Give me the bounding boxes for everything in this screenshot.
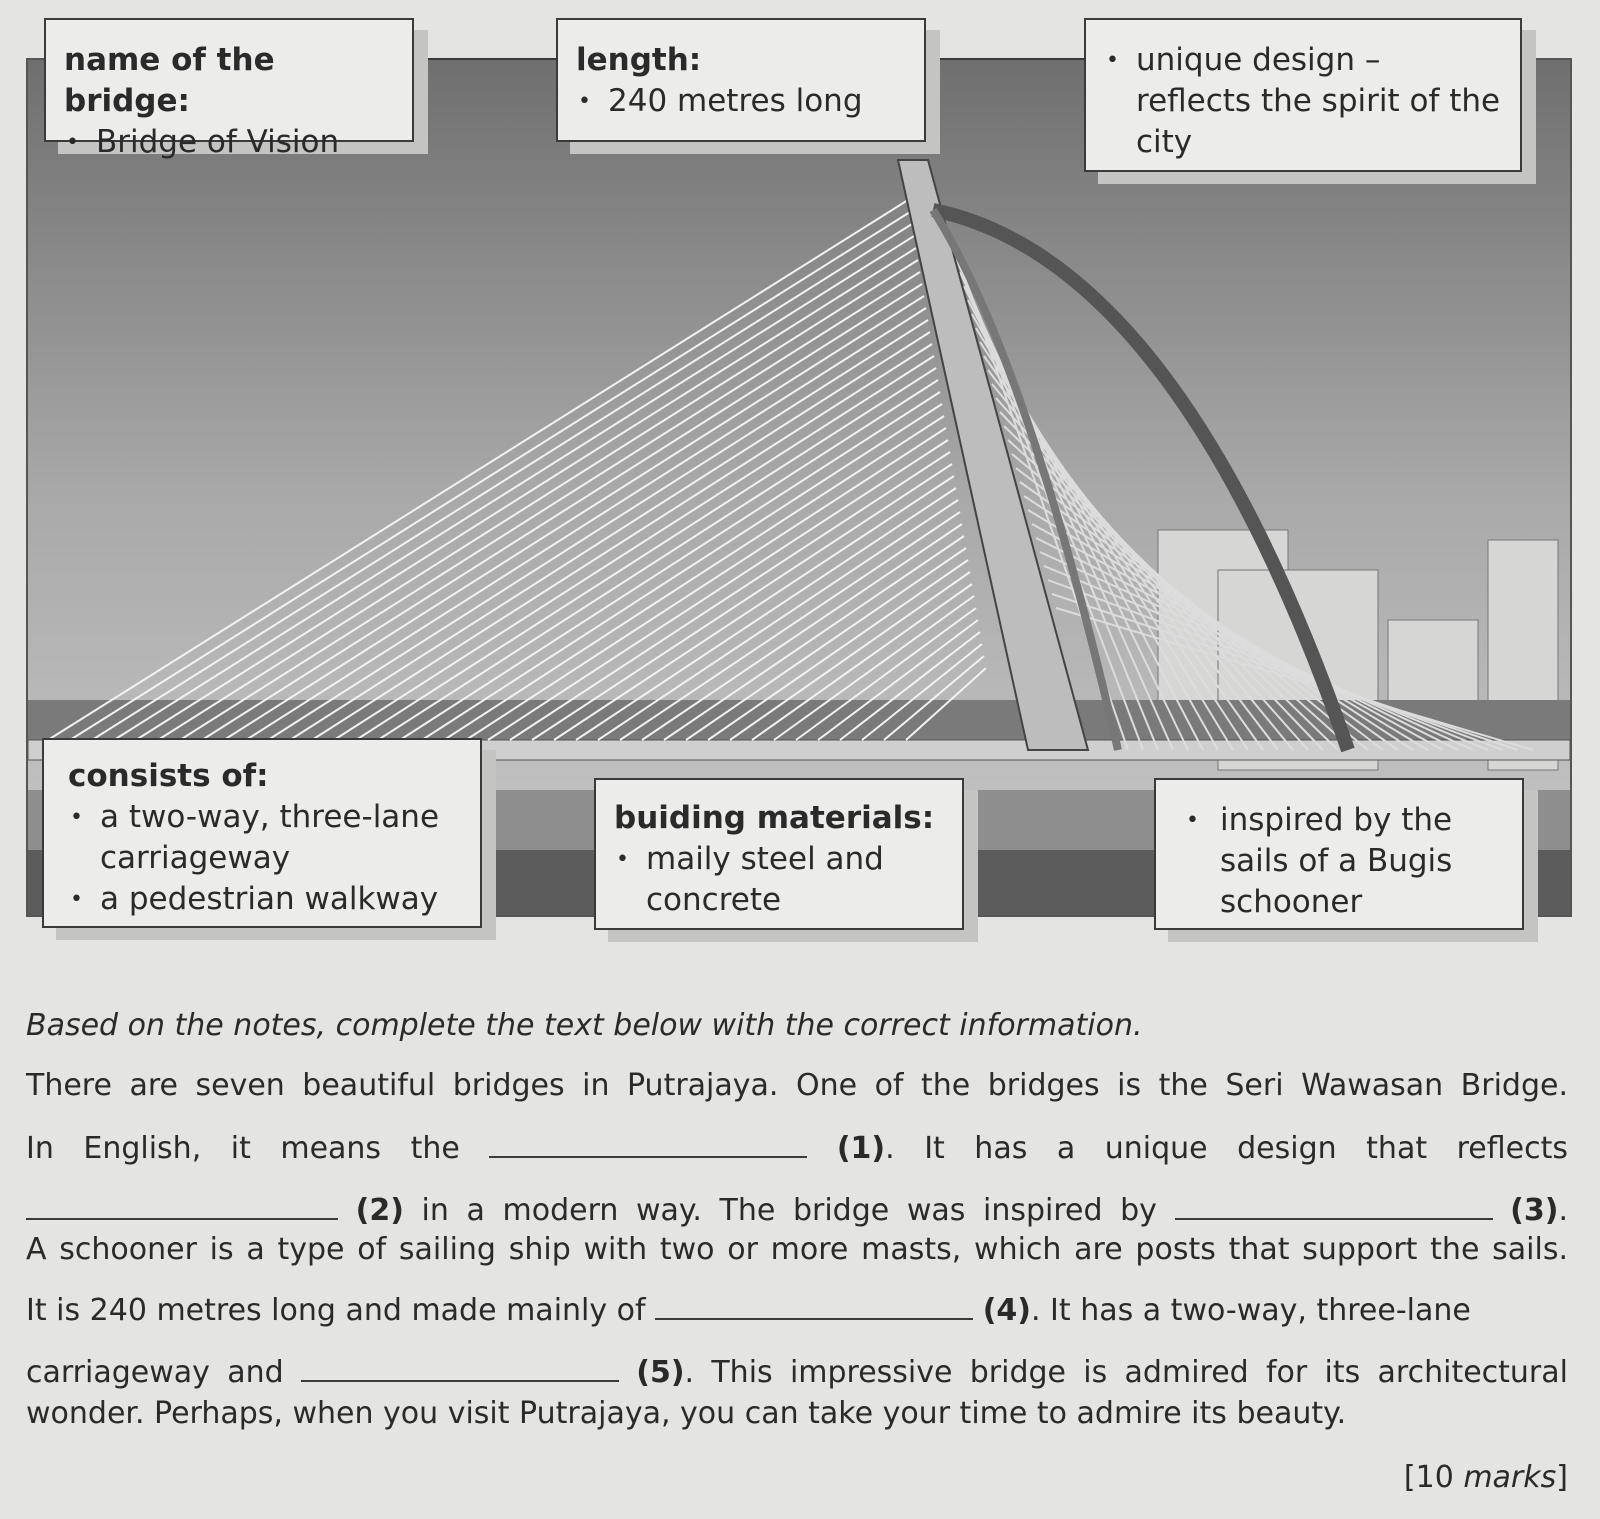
note-box-design: [1084, 18, 1522, 172]
instruction-text: Based on the notes, complete the text below with the correct information.: [26, 1008, 1143, 1043]
passage-line: [26, 1354, 1568, 1390]
passage-line: [26, 1396, 1568, 1431]
passage-text-part: .: [1558, 1193, 1569, 1228]
note-item: • unique design – reflects the spirit of the city: [1104, 40, 1502, 163]
passage-line: [26, 1068, 1568, 1103]
blank-number-2: (2): [355, 1193, 404, 1228]
answer-blank-5[interactable]: [301, 1354, 619, 1382]
passage-text: carriageway and: [26, 1355, 284, 1390]
passage-line: [26, 1130, 1568, 1166]
note-heading: buiding materials:: [614, 800, 935, 836]
note-heading: consists of:: [68, 758, 269, 794]
answer-blank-1[interactable]: [489, 1130, 807, 1158]
passage-text: [1510, 1193, 1568, 1228]
answer-blank-2[interactable]: [26, 1192, 338, 1220]
blank-number-3: (3): [1510, 1193, 1559, 1228]
marks-close: ]: [1556, 1460, 1568, 1495]
connector-line: [925, 58, 1085, 60]
note-heading: length:: [576, 42, 702, 78]
note-box-materials: [594, 778, 964, 930]
blank-number-1: (1): [836, 1131, 886, 1166]
passage-text: It is 240 metres long and made mainly of: [26, 1293, 646, 1328]
note-item: • Bridge of Vision: [64, 122, 394, 163]
marks-label: [1404, 1460, 1568, 1495]
note-item: • 240 metres long: [576, 81, 906, 122]
passage-text: There are seven beautiful bridges in Putrajaya. One of the bridges is the Seri Wawasan Bridge.: [26, 1068, 1568, 1103]
connector-line: [413, 58, 558, 60]
passage-text: [636, 1355, 1568, 1390]
passage-text: wonder. Perhaps, when you visit Putrajaya, you can take your time to admire its beauty.: [26, 1396, 1347, 1431]
passage-text-part: . It has a unique design that reflects: [885, 1131, 1568, 1166]
note-item: • inspired by the sails of a Bugis schooner: [1184, 800, 1500, 923]
passage-line: [26, 1192, 1568, 1228]
note-item: • a two-way, three-lane carriageway: [68, 797, 456, 879]
passage-text: in a modern way. The bridge was inspired by: [421, 1193, 1157, 1228]
passage-text-part: . This impressive bridge is admired for its architectural: [684, 1355, 1568, 1390]
marks-open: [10: [1403, 1460, 1464, 1495]
passage-line: [26, 1232, 1568, 1267]
note-box-length: [556, 18, 926, 142]
answer-blank-4[interactable]: [655, 1292, 973, 1320]
note-item: • a pedestrian walkway: [68, 879, 456, 920]
blank-number-5: (5): [636, 1355, 685, 1390]
passage-text-part: . It has a two-way, three-lane: [1030, 1293, 1471, 1328]
passage-text: [837, 1131, 1568, 1166]
answer-blank-3[interactable]: [1175, 1192, 1493, 1220]
blank-number-4: (4): [982, 1293, 1031, 1328]
passage-text: [983, 1293, 1471, 1328]
passage-text: In English, it means the: [26, 1131, 460, 1166]
note-box-inspired: [1154, 778, 1524, 930]
marks-word: marks: [1463, 1460, 1557, 1495]
note-item: • maily steel and concrete: [614, 839, 944, 921]
passage-text: A schooner is a type of sailing ship with two or more masts, which are posts that support the sails.: [26, 1232, 1568, 1267]
note-box-consists: [42, 738, 482, 928]
passage-line: [26, 1292, 1568, 1328]
note-heading: name of the bridge:: [64, 42, 275, 119]
note-box-name: [44, 18, 414, 160]
